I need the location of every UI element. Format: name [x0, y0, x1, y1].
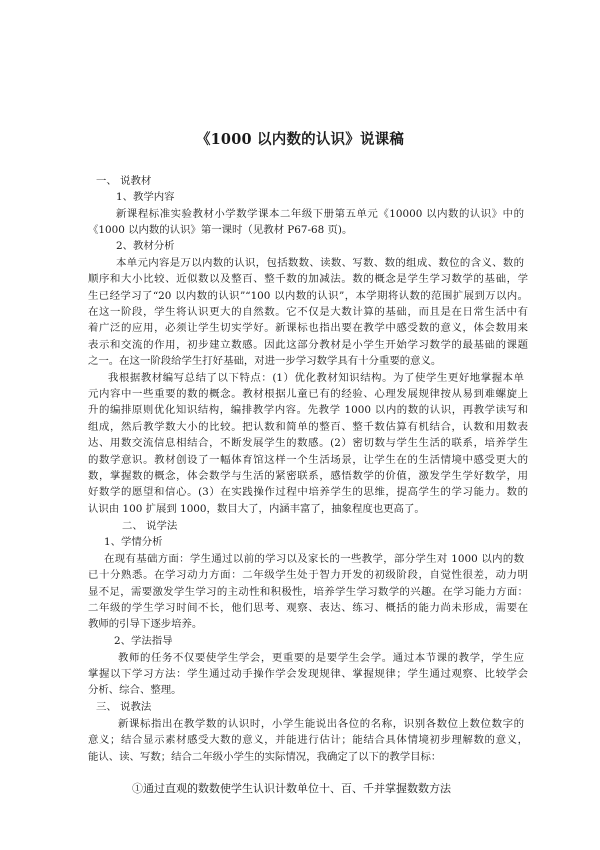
paragraph-line: 组成，然后教学数大小的比较。把认数和简单的整百、整千数估算有机结合，认数和用数表 [88, 421, 528, 433]
paragraph-line: 已十分熟悉。在学习动力方面：二年级学生处于智力开发的初级阶段，自觉性很差，动力明 [88, 569, 528, 581]
paragraph-line: 达、用数交流信息相结合，不断发展学生的数感。(2）密切数与学生生活的联系，培养学生 [88, 437, 528, 449]
paragraph-line: 《1000 以内数的认识》第一课时（见教材 P67-68 页)。 [88, 224, 353, 236]
paragraph-line: 表示和交流的作用，初步建立数感。因此这部分教材是小学生开始学习数学的最基础的课题 [88, 339, 528, 351]
paragraph-line: 掌握以下学习方法：学生通过动手操作学会发现规律、掌握规律；学生通过观察、比较学会 [88, 668, 528, 680]
paragraph-line: 分析、综合、整理。 [88, 684, 182, 696]
paragraph-line: 二年级的学生学习时间不长，他们思考、观察、表达、练习、概括的能力尚未形成，需要在 [88, 602, 528, 614]
subheading-textbook-analysis: 2、教材分析 [116, 240, 175, 252]
subheading-learner-analysis: 1、学情分析 [104, 536, 163, 548]
paragraph-line: 数，掌握数的概念，体会数学与生活的紧密联系，感悟数学的价值，激发学生学好数学，用 [88, 470, 528, 482]
paragraph-line: 升的编排原则优化知识结构，编排教学内容。先教学 1000 以内的数的认识，再教学读写和 [88, 404, 528, 416]
paragraph-line: 在这一阶段，学生将认识更大的自然数。它不仅是大数计算的基础，而且是在日常生活中有 [88, 306, 528, 318]
paragraph-line: 显不足，需要激发学生学习的主动性和积极性，培养学生学习数学的兴趣。在学习能力方面： [88, 586, 528, 598]
document-title: 《1000 以内数的认识》说课稿 [195, 131, 405, 148]
paragraph-line: 之一。在这一阶段给学生打好基础，对进一步学习数学具有十分重要的意义。 [88, 355, 442, 367]
paragraph-line: 生已经学习了“20 以内数的认识”“100 以内数的认识”，本学期将认数的范围扩展到万以内。 [88, 290, 528, 302]
paragraph-line: 着广泛的应用，必须让学生切实学好。新课标也指出要在教学中感受数的意义，体会数用来 [88, 322, 528, 334]
paragraph-line: 好数学的愿望和信心。(3）在实践操作过程中培养学生的思维，提高学生的学习能力。数的 [88, 486, 528, 498]
paragraph-line: 新课标指出在教学数的认识时，小学生能说出各位的名称，识别各数位上数位数字的 [118, 718, 524, 730]
paragraph-line: 新课程标准实验教材小学数学课本二年级下册第五单元《10000 以内数的认识》中的 [116, 208, 524, 220]
paragraph-line: 我根据教材编写总结了以下特点：(1）优化教材知识结构。为了使学生更好地掌握本单 [108, 372, 524, 384]
section-heading-textbook: 一、 说教材 [96, 175, 152, 187]
paragraph-line: 在现有基础方面：学生通过以前的学习以及家长的一些教学，部分学生对 1000 以内的数 [104, 553, 524, 565]
paragraph-line: 教师的任务不仅要使学生学会，更重要的是要学生会学。通过本节课的教学，学生应 [118, 652, 524, 664]
paragraph-line: 教师的引导下逐步培养。 [88, 618, 203, 630]
paragraph-line: 元内容中一些重要的数的概念。教材根据儿童已有的经验、心理发展规律按从易到难螺旋上 [88, 388, 528, 400]
section-heading-learning-methods: 二、 说学法 [122, 520, 178, 532]
paragraph-line: 能认、读、写数；结合二年级小学生的实际情况，我确定了以下的教学目标： [88, 751, 442, 763]
paragraph-line: 顺序和大小比较、近似数以及整百、整千数的加减法。数的概念是学生学习数学的基础，学 [88, 273, 528, 285]
paragraph-line: 意义；结合显示素材感受大数的意义，并能进行估计；能结合具体情境初步理解数的意义， [88, 734, 528, 746]
subheading-learning-guidance: 2、学法指导 [114, 635, 173, 647]
teaching-goal-item: ①通过直观的数数使学生认识计数单位十、百、千并掌握数数方法 [132, 782, 451, 795]
section-heading-teaching-methods: 三、 说教法 [96, 701, 152, 713]
paragraph-line: 的数学意识。教材创设了一幅体育馆这样一个生活场景，让学生在的生活情境中感受更大的 [88, 454, 528, 466]
paragraph-line: 认识由 100 扩展到 1000，数目大了，内涵丰富了，抽象程度也更高了。 [88, 503, 425, 515]
subheading-teaching-content: 1、教学内容 [116, 191, 175, 203]
paragraph-line: 本单元内容是万以内数的认识，包括数数、读数、写数、数的组成、数位的含义、数的 [116, 257, 524, 269]
